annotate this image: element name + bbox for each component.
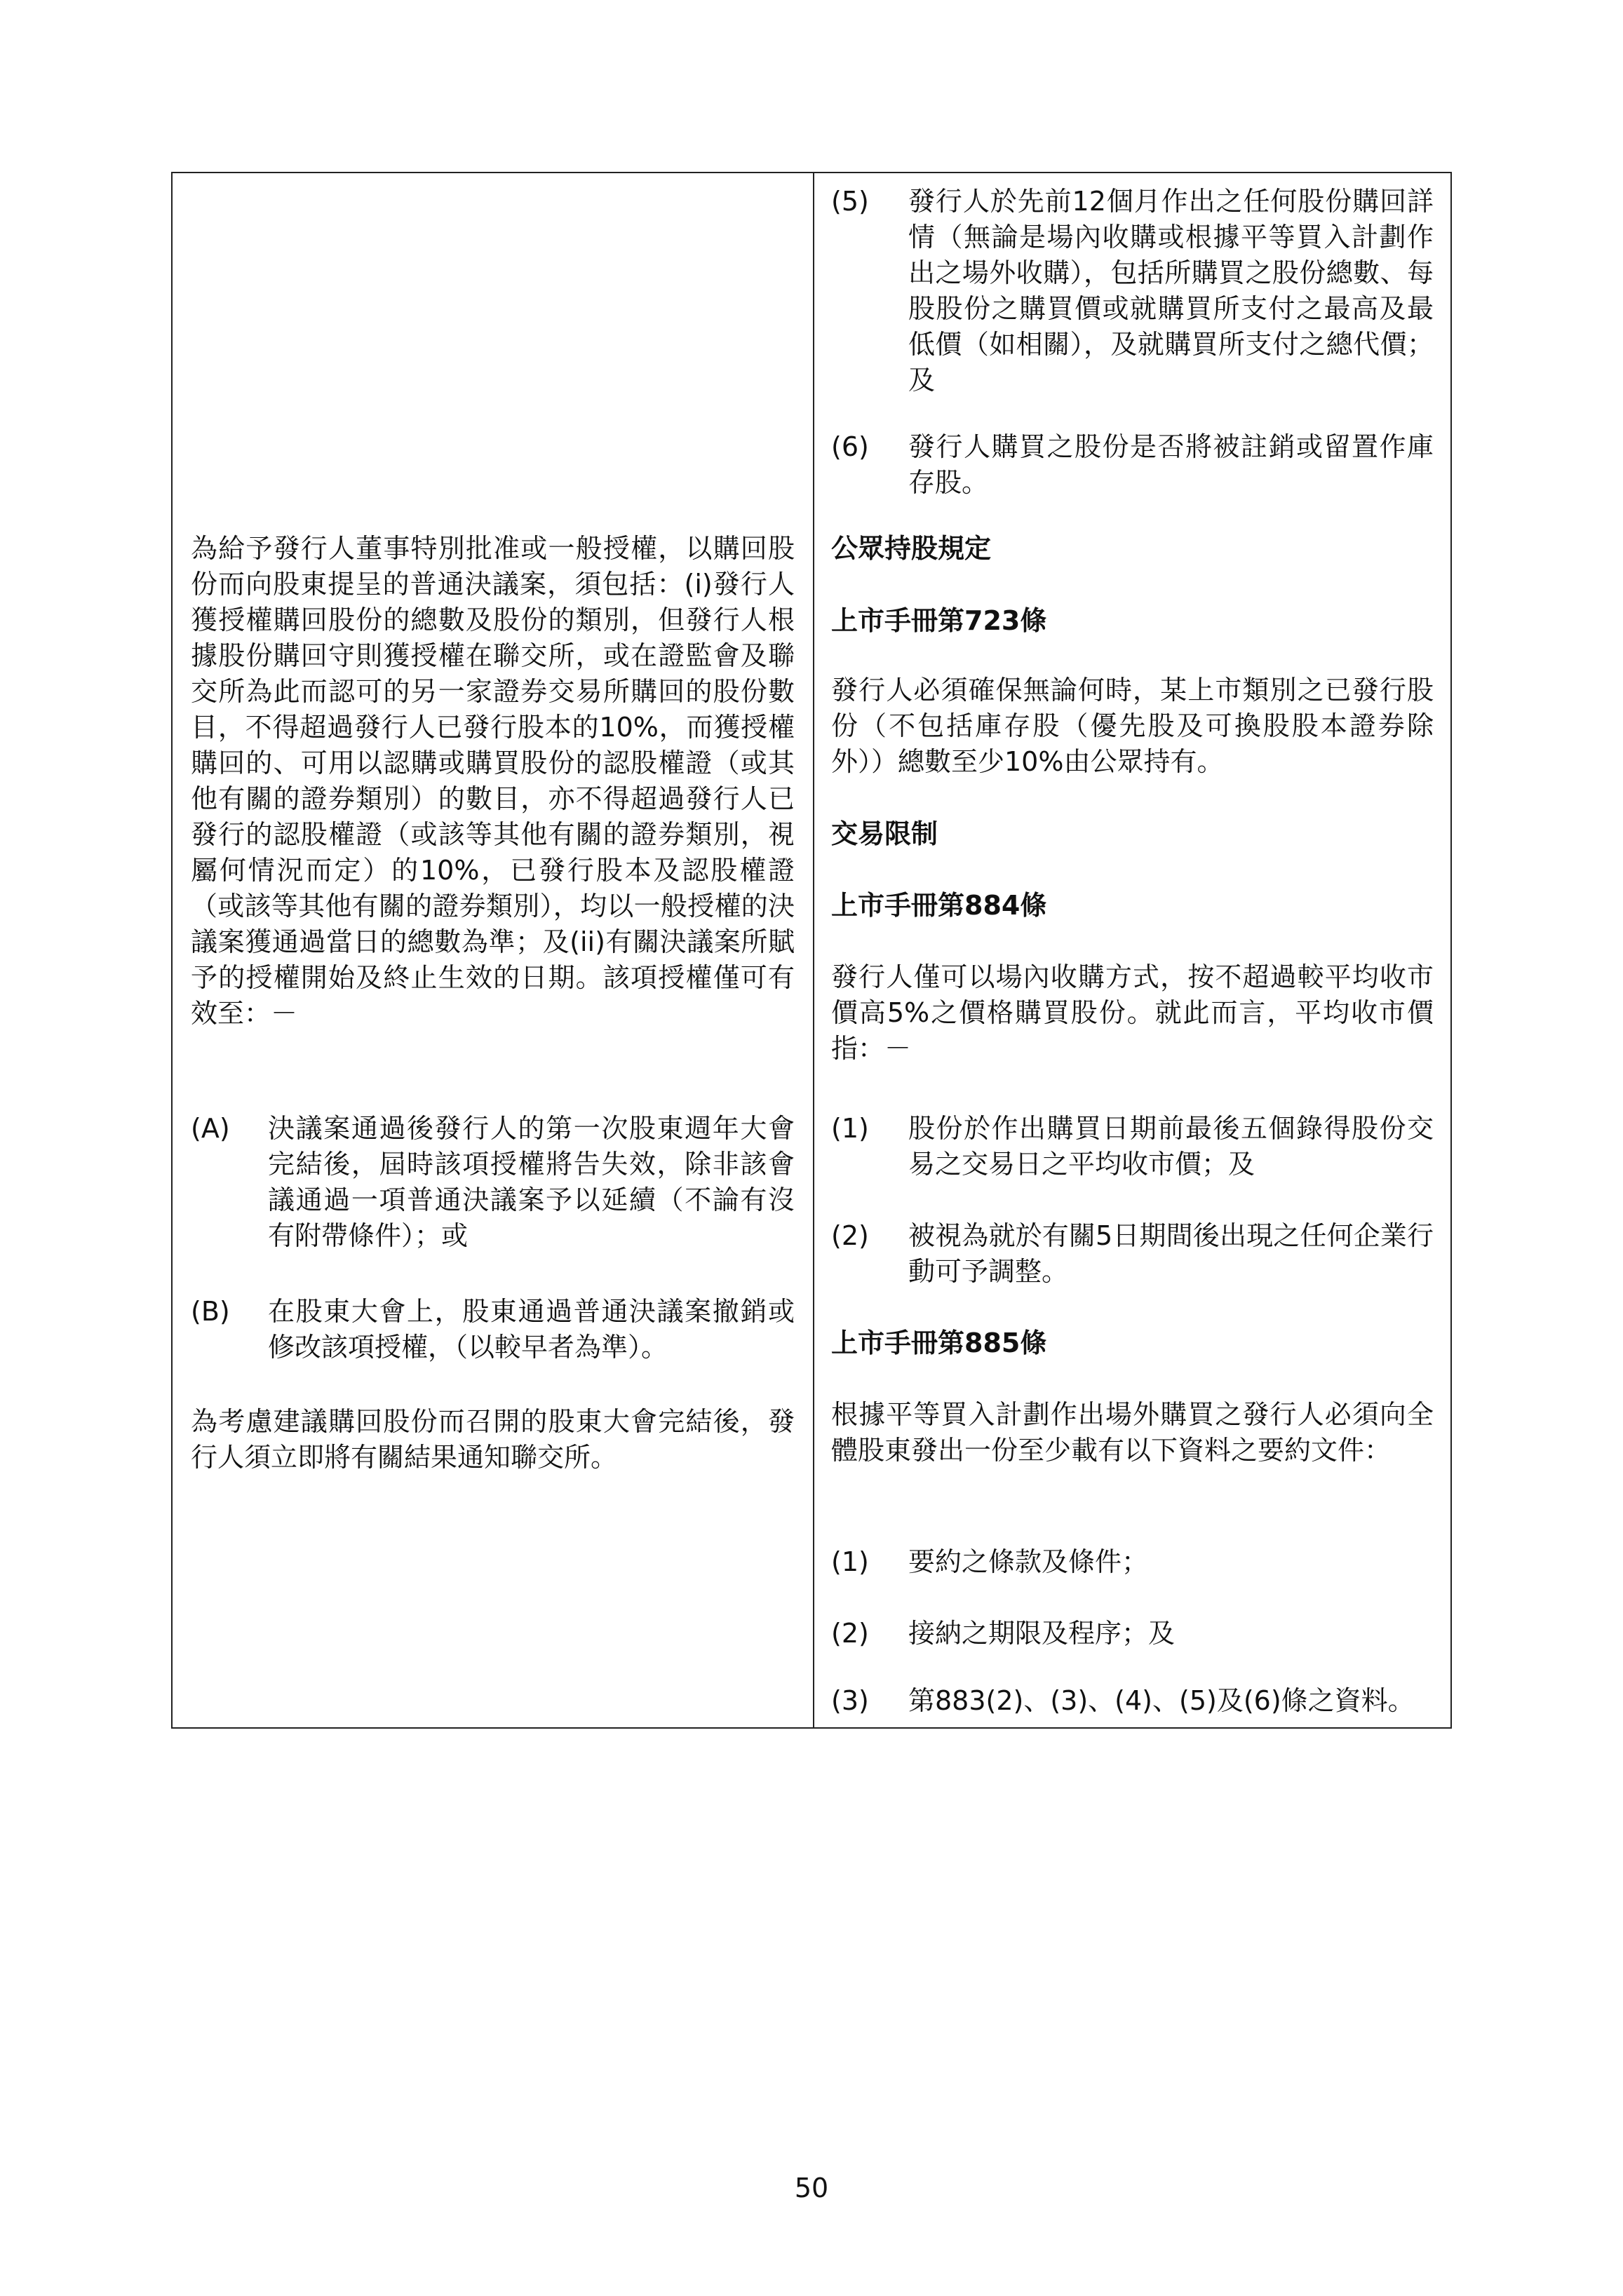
rule-723-paragraph: 發行人必須確保無論何時，某上市類別之已發行股份（不包括庫存股（優先股及可換股股本證券除外））總數至少10%由公眾持有。 (831, 675, 1434, 777)
closing-paragraph: 為考慮建議購回股份而召開的股東大會完結後，發行人須立即將有關結果通知聯交所。 (191, 1406, 795, 1473)
list-item-885-1 (831, 1544, 1434, 1580)
list-item-label: (B) (191, 1296, 230, 1327)
list-item-label: (2) (831, 1220, 869, 1251)
list-item-label: (1) (831, 1113, 869, 1144)
list-item-text: 決議案通過後發行人的第一次股東週年大會完結後，屆時該項授權將告失效，除非該會議通過一項普通決議案予以延續（不論有沒有附帶條件）；或 (268, 1113, 795, 1251)
list-item-label: (2) (831, 1618, 869, 1649)
rule-884-paragraph: 發行人僅可以場內收購方式，按不超過較平均收市價高5%之價格購買股份。就此而言，平均收市價指：－ (831, 961, 1434, 1064)
list-item-label: (A) (191, 1113, 230, 1144)
heading-public-float: 公眾持股規定 (831, 533, 992, 564)
heading-trading-restrictions: 交易限制 (831, 818, 938, 849)
heading-rule-723: 上市手冊第723條 (831, 605, 1047, 636)
list-item-text: 第883(2)、(3)、(4)、(5)及(6)條之資料。 (908, 1685, 1415, 1716)
resolution-paragraph: 為給予發行人董事特別批准或一般授權，以購回股份而向股東提呈的普通決議案，須包括：(i)發行人獲授權購回股份的總數及股份的類別，但發行人根據股份購回守則獲授權在聯交所，或在證監會及聯交所為此而認可的另一家證券交易所購回的股份數目，不得超過發行人已發行股本的10%，而獲授權購回的、可用以認購或購買股份的認股權證（或其他有關的證券類別）的數目，亦不得超過發行人已發行的認股權證（或該等其他有關的證券類別，視屬何情況而定）的10%，已發行股本及認股權證（或該等其他有關的證券類別），均以一般授權的決議案獲通過當日的總數為準；及(ii)有關決議案所賦予的授權開始及終止生效的日期。該項授權僅可有效至：－ (191, 533, 795, 1029)
list-item-label: (6) (831, 431, 869, 462)
list-item-text: 接納之期限及程序；及 (908, 1618, 1176, 1649)
right-column (814, 173, 1450, 1727)
list-item-text: 發行人購買之股份是否將被註銷或留置作庫存股。 (908, 431, 1434, 498)
list-item-text: 在股東大會上，股東通過普通決議案撤銷或修改該項授權，（以較早者為準）。 (268, 1296, 795, 1363)
list-item-label: (3) (831, 1685, 869, 1716)
rule-885-paragraph: 根據平等買入計劃作出場外購買之發行人必須向全體股東發出一份至少載有以下資料之要約文件： (831, 1399, 1434, 1466)
list-item-A (191, 1111, 795, 1254)
list-item-885-3 (831, 1683, 1434, 1719)
list-item-text: 被視為就於有關5日期間後出現之任何企業行動可予調整。 (908, 1220, 1434, 1287)
list-item-text: 股份於作出購買日期前最後五個錄得股份交易之交易日之平均收市價；及 (908, 1113, 1434, 1180)
heading-rule-885: 上市手冊第885條 (831, 1328, 1047, 1358)
list-item-text: 要約之條款及條件； (908, 1546, 1149, 1577)
list-item-884-1 (831, 1111, 1434, 1182)
list-item-text: 發行人於先前12個月作出之任何股份購回詳情（無論是場內收購或根據平等買入計劃作出之場外收購），包括所購買之股份總數、每股股份之購買價或就購買所支付之最高及最低價（如相關），及就購買所支付之總代價；及 (908, 186, 1434, 396)
document-table (171, 172, 1452, 1729)
list-item-label: (1) (831, 1546, 869, 1577)
list-item-6 (831, 429, 1434, 501)
list-item-label: (5) (831, 186, 869, 217)
list-item-884-2 (831, 1218, 1434, 1290)
list-item-5 (831, 184, 1434, 398)
list-item-B (191, 1294, 795, 1365)
list-item-885-2 (831, 1616, 1434, 1652)
heading-rule-884: 上市手冊第884條 (831, 890, 1047, 921)
page-number: 50 (794, 2173, 829, 2203)
left-column (173, 173, 813, 1727)
